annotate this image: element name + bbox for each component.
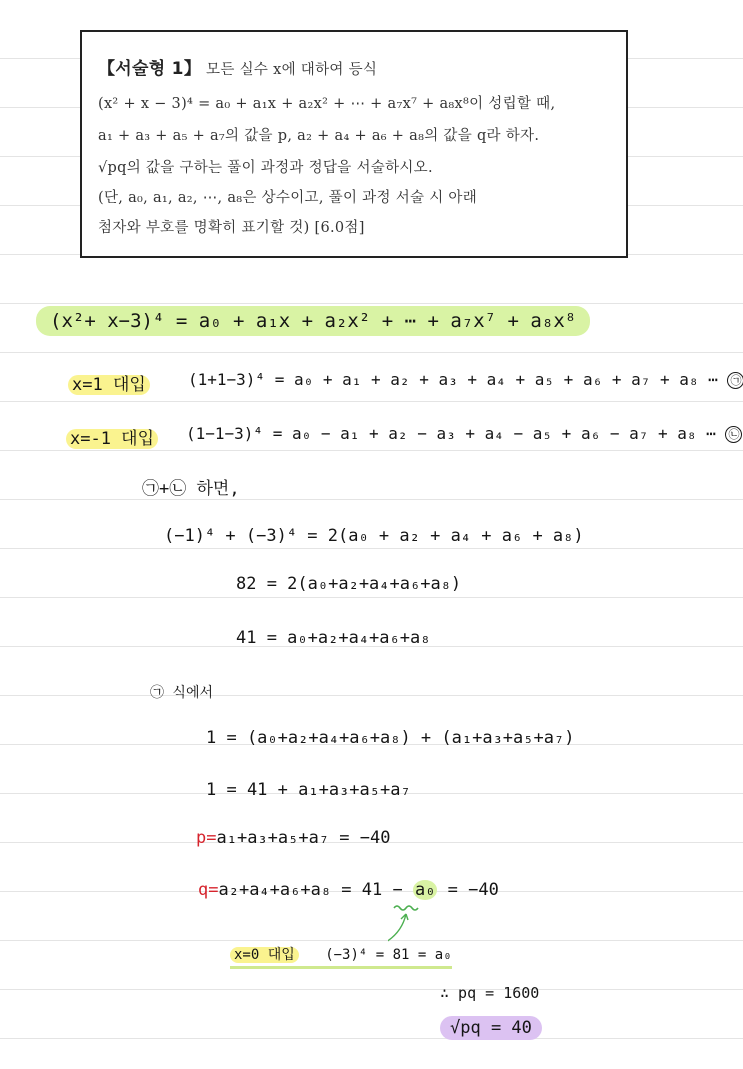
sub1-equation bbox=[188, 370, 743, 389]
eq-82: 82 = 2(a₀+a₂+a₄+a₆+a₈) bbox=[236, 574, 462, 594]
problem-line-4: √pq의 값을 구하는 풀이 과정과 정답을 서술하시오. bbox=[98, 160, 433, 176]
eq-sum: (−1)⁴ + (−3)⁴ = 2(a₀ + a₂ + a₄ + a₆ + a₈) bbox=[164, 526, 584, 546]
substitution-x1 bbox=[68, 370, 150, 395]
problem-box bbox=[80, 30, 628, 258]
q-a0-highlight: a₀ bbox=[414, 880, 436, 900]
expansion-equation: (x²+ x−3)⁴ = a₀ + a₁x + a₂x² + ⋯ + a₇x⁷ + a₈x⁸ bbox=[36, 306, 590, 336]
problem-line-2: (x² + x − 3)⁴ = a₀ + a₁x + a₂x² + ⋯ + a₇x⁷ + a₈x⁸이 성립할 때, bbox=[98, 96, 556, 112]
eq-41: 41 = a₀+a₂+a₄+a₆+a₈ bbox=[236, 628, 431, 648]
q-line bbox=[198, 880, 499, 900]
sub0-line bbox=[230, 944, 452, 969]
mark-1-icon: ㉠ bbox=[727, 372, 743, 389]
q-label: q= bbox=[198, 880, 219, 900]
problem-line-3: a₁ + a₃ + a₅ + a₇의 값을 p, a₂ + a₄ + a₆ + a₈의 값을 q라 하자. bbox=[98, 128, 540, 144]
arrow-icon bbox=[388, 900, 448, 950]
sub2-equation bbox=[186, 424, 742, 443]
sub0-label: x=0 대입 bbox=[230, 947, 299, 963]
eq-one: 1 = (a₀+a₂+a₄+a₆+a₈) + (a₁+a₃+a₅+a₇) bbox=[206, 728, 575, 748]
q-equation-b: = −40 bbox=[437, 880, 499, 900]
p-equation: a₁+a₃+a₅+a₇ = −40 bbox=[216, 828, 391, 848]
p-line bbox=[196, 828, 390, 848]
sub0-eq: (−3)⁴ = 81 = a₀ bbox=[325, 947, 452, 963]
sub2-eq-text: (1−1−3)⁴ = a₀ − a₁ + a₂ − a₃ + a₄ − a₅ + a₆ − a₇ + a₈ ⋯ bbox=[186, 424, 716, 443]
from-step: ㉠ 식에서 bbox=[150, 685, 214, 701]
mark-2-icon: ㉡ bbox=[725, 426, 742, 443]
substitution-xm1 bbox=[66, 424, 158, 449]
problem-line-5: (단, a₀, a₁, a₂, ⋯, a₈은 상수이고, 풀이 과정 서술 시 아래 bbox=[98, 190, 478, 206]
problem-title: 【서술형 1】 bbox=[98, 59, 202, 79]
p-label: p= bbox=[196, 828, 217, 848]
problem-line-6: 첨자와 부호를 명확히 표기할 것) [6.0점] bbox=[98, 220, 365, 236]
therefore-line: ∴ pq = 1600 bbox=[440, 984, 540, 1002]
problem-line-1 bbox=[98, 54, 377, 79]
problem-text-1: 모든 실수 x에 대하여 등식 bbox=[206, 62, 378, 78]
sub1-eq-text: (1+1−3)⁴ = a₀ + a₁ + a₂ + a₃ + a₄ + a₅ + a₆ + a₇ + a₈ ⋯ bbox=[188, 370, 718, 389]
sub2-label: x=-1 대입 bbox=[66, 429, 158, 449]
final-answer: √pq = 40 bbox=[440, 1016, 542, 1040]
add-step: ㉠+㉡ 하면, bbox=[142, 479, 240, 499]
eq-one-b: 1 = 41 + a₁+a₃+a₅+a₇ bbox=[206, 780, 411, 800]
sub1-label: x=1 대입 bbox=[68, 375, 150, 395]
q-equation-a: a₂+a₄+a₆+a₈ = 41 − bbox=[218, 880, 413, 900]
